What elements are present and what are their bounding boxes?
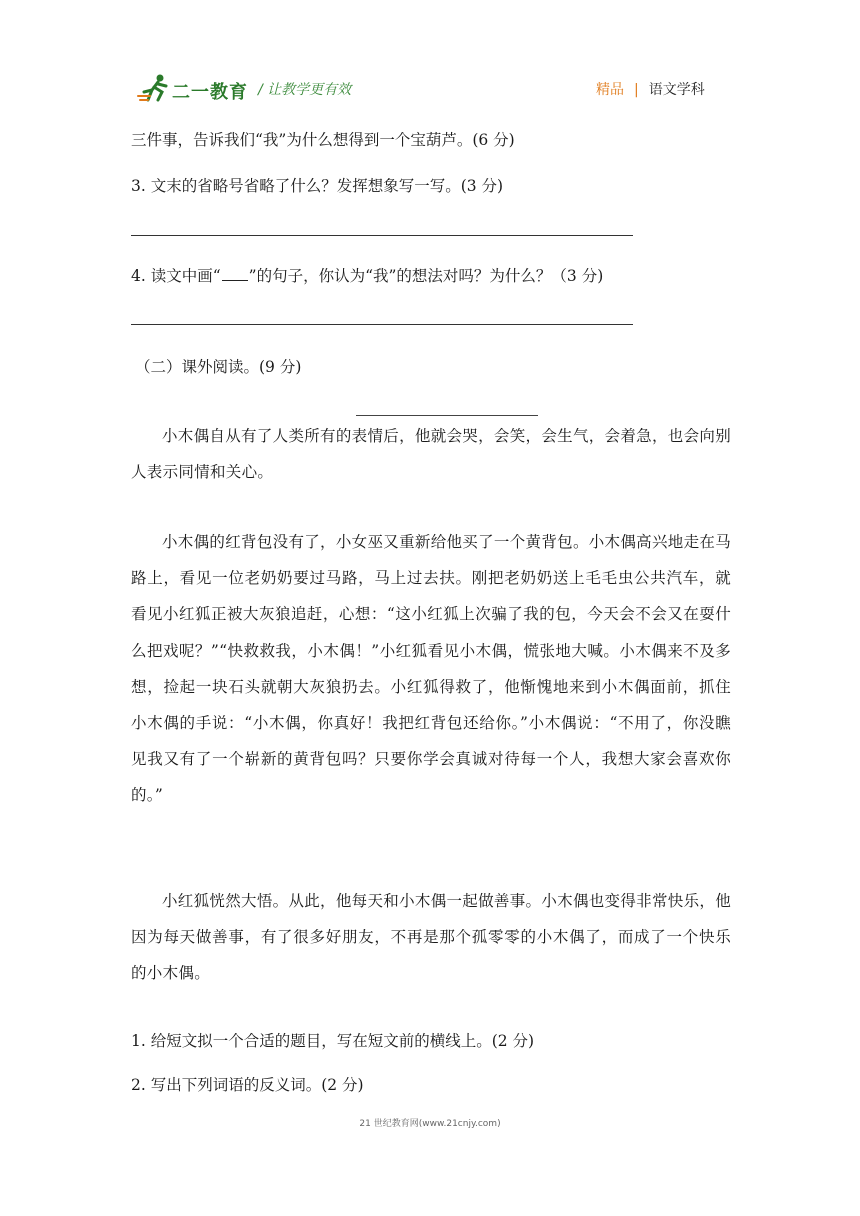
passage-paragraph-3: 小红狐恍然大悟。从此，他每天和小木偶一起做善事。小木偶也变得非常快乐，他因为每天做善事，有了很多好朋友，不再是那个孤零零的小木偶了，而成了一个快乐的小木偶。	[131, 892, 731, 983]
quality-label: 精品	[596, 82, 624, 98]
answer-line-q4	[131, 324, 633, 325]
underline-sample	[222, 266, 248, 281]
passage-paragraph-2: 小木偶的红背包没有了，小女巫又重新给他买了一个黄背包。小木偶高兴地走在马路上，看见一位老奶奶要过马路，马上过去扶。刚把老奶奶送上毛毛虫公共汽车，就看见小红狐正被大灰狼追赶，心想：“这小红狐上次骗了我的包，今天会不会又在耍什么把戏呢？”“快救救我，小木偶！”小红狐看见小木偶，慌张地大喊。小木偶来不及多想，捡起一块石头就朝大灰狼扔去。小红狐得救了，他惭愧地来到小木偶面前，抓住小木偶的手说：“小木偶，你真好！我把红背包还给你。”小木偶说：“不用了，你没瞧见我又有了一个崭新的黄背包吗？只要你学会真诚对待每一个人，我想大家会喜欢你的。”	[131, 533, 731, 805]
question-4-before: 4. 读文中画“	[131, 267, 221, 285]
question-4-after: ”的句子，你认为“我”的想法对吗？为什么？（3 分)	[248, 267, 604, 285]
brand-name: 二一教育	[172, 82, 248, 103]
subject-label: 语文学科	[648, 82, 705, 98]
header-divider: |	[634, 82, 639, 98]
question-4	[131, 264, 603, 286]
answer-line-q3	[131, 235, 633, 236]
slogan: / 让教学更有效	[258, 82, 352, 98]
question-2-tail: 三件事，告诉我们“我”为什么想得到一个宝葫芦。(6 分)	[131, 131, 515, 149]
passage-question-2: 2. 写出下列词语的反义词。(2 分)	[131, 1076, 364, 1094]
passage-question-1: 1. 给短文拟一个合适的题目，写在短文前的横线上。(2 分)	[131, 1032, 535, 1050]
running-man-logo-icon	[136, 72, 176, 104]
header-right	[596, 79, 705, 99]
question-3: 3. 文末的省略号省略了什么？发挥想象写一写。(3 分)	[131, 177, 504, 195]
title-blank-line	[356, 415, 538, 416]
section-heading: （二）课外阅读。(9 分)	[135, 358, 302, 376]
passage-paragraph-1: 小木偶自从有了人类所有的表情后，他就会哭，会笑，会生气，会着急，也会向别人表示同情和关心。	[131, 427, 731, 482]
footer-source: 21 世纪教育网(www.21cnjy.com)	[359, 1119, 501, 1129]
